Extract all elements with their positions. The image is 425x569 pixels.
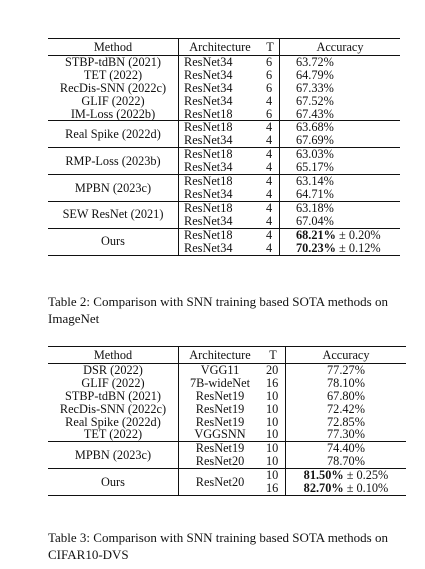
- accuracy-cell: 67.04%: [296, 213, 334, 228]
- table-row: [48, 148, 400, 161]
- table-row: [48, 82, 400, 95]
- table3: [48, 346, 406, 496]
- accuracy-cell: 77.30%: [327, 427, 365, 442]
- method-cell: GLIF (2022): [48, 377, 179, 390]
- accuracy-std: ± 0.12%: [335, 240, 381, 255]
- arch-cell: ResNet34: [184, 93, 233, 108]
- t-cell: 4: [261, 95, 280, 108]
- table3-header-t: T: [261, 347, 286, 364]
- t-cell: 4: [261, 121, 280, 134]
- table-row: [48, 201, 400, 214]
- accuracy-cell: 65.17%: [296, 160, 334, 175]
- accuracy-cell: 78.70%: [327, 454, 365, 469]
- t-cell: 10: [261, 442, 286, 455]
- accuracy-cell: 67.33%: [296, 80, 334, 95]
- t-cell: 4: [261, 161, 280, 174]
- t-cell: 10: [261, 390, 286, 403]
- table-row: [48, 377, 406, 390]
- accuracy-cell: [286, 469, 407, 482]
- t-cell: 10: [261, 403, 286, 416]
- accuracy-cell: 77.27%: [286, 363, 407, 376]
- table2-caption: Table 2: Comparison with SNN training based SOTA methods on ImageNet: [48, 294, 388, 326]
- arch-cell: 7B-wideNet: [189, 375, 251, 390]
- table3-header-architecture: Architecture: [179, 347, 262, 364]
- table3-header-row: [48, 347, 406, 364]
- arch-cell: ResNet34: [184, 213, 233, 228]
- arch-cell: ResNet18: [179, 121, 262, 134]
- accuracy-value: 81.50%: [303, 468, 344, 483]
- t-cell: 10: [261, 428, 286, 441]
- table-row: [48, 363, 406, 376]
- accuracy-cell: 78.10%: [327, 375, 365, 390]
- table-row: [48, 69, 400, 82]
- method-cell: MPBN (2023c): [48, 175, 179, 202]
- table2-header-t: T: [261, 39, 280, 56]
- t-cell: 20: [261, 363, 286, 376]
- table-row: [48, 175, 400, 188]
- accuracy-std: ± 0.25%: [343, 468, 389, 483]
- accuracy-std: ± 0.10%: [343, 481, 389, 496]
- accuracy-cell: 63.72%: [280, 55, 401, 68]
- t-cell: 6: [261, 82, 280, 95]
- table-row-ours: [48, 228, 400, 241]
- method-cell: Real Spike (2022d): [48, 416, 179, 429]
- method-cell: GLIF (2022): [48, 95, 179, 108]
- table2-header-accuracy: Accuracy: [280, 39, 401, 56]
- accuracy-cell: 72.85%: [327, 414, 365, 429]
- table2-grid: [48, 38, 400, 256]
- t-cell: 4: [261, 215, 280, 228]
- table2-header-row: [48, 39, 400, 56]
- t-cell: 10: [261, 469, 286, 482]
- arch-cell: ResNet18: [179, 228, 262, 241]
- table-row: [48, 390, 406, 403]
- method-cell: TET (2022): [48, 69, 179, 82]
- accuracy-cell: 64.71%: [296, 186, 334, 201]
- accuracy-cell: 74.40%: [286, 442, 407, 455]
- arch-cell: ResNet19: [179, 442, 262, 455]
- arch-cell: ResNet18: [179, 201, 262, 214]
- arch-cell: VGGSNN: [194, 427, 246, 442]
- t-cell: 6: [261, 108, 280, 121]
- arch-cell: ResNet34: [184, 133, 233, 148]
- table2: [48, 38, 400, 256]
- arch-cell: ResNet19: [195, 414, 245, 429]
- arch-cell-ours: ResNet20: [179, 469, 262, 496]
- method-cell: RMP-Loss (2023b): [48, 148, 179, 175]
- t-cell: 4: [261, 175, 280, 188]
- method-cell-ours: Ours: [48, 228, 179, 255]
- t-cell: 4: [261, 188, 280, 201]
- accuracy-value: 68.21%: [296, 227, 336, 242]
- accuracy-cell: 67.80%: [327, 388, 365, 403]
- accuracy-cell: [280, 242, 401, 255]
- method-cell: Real Spike (2022d): [48, 121, 179, 148]
- method-cell: TET (2022): [48, 428, 179, 441]
- accuracy-cell: 67.52%: [296, 93, 334, 108]
- table2-header-architecture: Architecture: [179, 39, 262, 56]
- table-row-ours: [48, 469, 406, 482]
- table-row: [48, 428, 406, 441]
- accuracy-cell: 63.68%: [280, 121, 401, 134]
- arch-cell: ResNet18: [179, 175, 262, 188]
- t-cell: 10: [261, 416, 286, 429]
- method-cell-ours: Ours: [48, 469, 179, 496]
- method-cell: RecDis-SNN (2022c): [48, 403, 179, 416]
- arch-cell: ResNet34: [179, 242, 262, 255]
- t-cell: 16: [261, 377, 286, 390]
- t-cell: 6: [261, 55, 280, 68]
- arch-cell: ResNet19: [195, 401, 245, 416]
- arch-cell: ResNet34: [184, 186, 233, 201]
- t-cell: 4: [261, 134, 280, 147]
- t-cell: 4: [261, 242, 280, 255]
- table-row: [48, 403, 406, 416]
- arch-cell: ResNet20: [195, 454, 245, 469]
- accuracy-cell: 72.42%: [327, 401, 365, 416]
- arch-cell: ResNet34: [184, 67, 233, 82]
- table-row: [48, 108, 400, 121]
- arch-cell: ResNet34: [184, 80, 233, 95]
- method-cell: DSR (2022): [48, 363, 179, 376]
- method-cell: SEW ResNet (2021): [48, 201, 179, 228]
- method-cell: RecDis-SNN (2022c): [48, 82, 179, 95]
- table-row: [48, 121, 400, 134]
- accuracy-cell: 67.69%: [296, 133, 334, 148]
- accuracy-cell: 63.03%: [280, 148, 401, 161]
- accuracy-value: 70.23%: [296, 240, 336, 255]
- arch-cell: ResNet18: [179, 148, 262, 161]
- method-cell: IM-Loss (2022b): [48, 108, 179, 121]
- accuracy-cell: 63.18%: [280, 201, 401, 214]
- t-cell: 4: [261, 228, 280, 241]
- t-cell: 4: [261, 201, 280, 214]
- accuracy-cell: [280, 228, 401, 241]
- table-row: [48, 442, 406, 455]
- accuracy-cell: 64.79%: [296, 67, 334, 82]
- t-cell: 16: [261, 482, 286, 495]
- arch-cell: ResNet34: [179, 55, 262, 68]
- table2-header-method: Method: [48, 39, 179, 56]
- table3-header-method: Method: [48, 347, 179, 364]
- t-cell: 4: [261, 148, 280, 161]
- method-cell: STBP-tdBN (2021): [48, 55, 179, 68]
- t-cell: 6: [261, 69, 280, 82]
- table3-header-accuracy: Accuracy: [286, 347, 407, 364]
- accuracy-cell: 63.14%: [280, 175, 401, 188]
- arch-cell: VGG11: [179, 363, 262, 376]
- arch-cell: ResNet34: [184, 160, 233, 175]
- accuracy-cell: 67.43%: [296, 106, 334, 121]
- accuracy-std: ± 0.20%: [335, 227, 381, 242]
- accuracy-value: 82.70%: [303, 481, 344, 496]
- arch-cell: ResNet19: [195, 388, 245, 403]
- method-cell: STBP-tdBN (2021): [48, 390, 179, 403]
- table-row: [48, 95, 400, 108]
- arch-cell: ResNet18: [184, 106, 233, 121]
- table3-grid: [48, 346, 406, 496]
- t-cell: 10: [261, 455, 286, 468]
- table-row: [48, 55, 400, 68]
- accuracy-cell: [286, 482, 407, 495]
- method-cell: MPBN (2023c): [48, 442, 179, 469]
- table3-caption: Table 3: Comparison with SNN training based SOTA methods on CIFAR10-DVS: [48, 530, 388, 562]
